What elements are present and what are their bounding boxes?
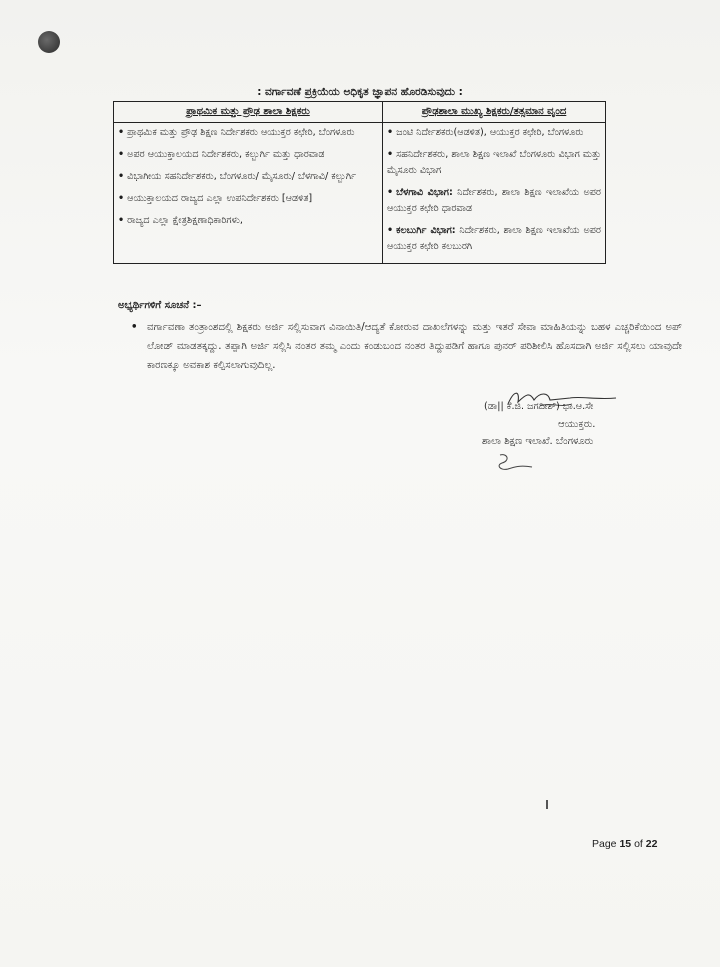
item-text: ನಿರ್ದೇಶಕರು, ಶಾಲಾ ಶಿಕ್ಷಣ ಇಲಾಖೆಯ ಅಪರ ಆಯುಕ್ತರ ಕಛೇರಿ ಧಾರವಾಡ: [387, 187, 602, 214]
page-number: [592, 838, 657, 850]
bullet: •: [118, 171, 125, 182]
bullet: •: [118, 193, 125, 204]
bullet: •: [387, 187, 394, 198]
bullet: •: [387, 127, 394, 138]
right-column-cell: [383, 123, 606, 264]
signatory-name: (ಡಾ|| ಕೆ.ಜಿ. ಜಗದೀಶ್) ಭಾ.ಆ.ಸೇ: [484, 401, 594, 412]
list-item: [387, 223, 601, 255]
note-text: ವರ್ಗಾವಣಾ ತಂತ್ರಾಂಶದಲ್ಲಿ ಶಿಕ್ಷಕರು ಅರ್ಜಿ ಸಲ್ಲಿಸುವಾಗ ವಿನಾಯಿತಿ/ಆದ್ಯತೆ ಕೋರುವ ದಾಖಲೆಗಳನ್ನು ಮತ್ತು ಇತರೆ ಸೇವಾ ಮಾಹಿತಿಯನ್ನು ಬಹಳ ಎಚ್ಚರಿಕೆಯಿಂದ ಅಪ್ ಲೋಡ್ ಮಾಡತಕ್ಕದ್ದು. ತಪ್ಪಾಗಿ ಅರ್ಜಿ ಸಲ್ಲಿಸಿ ನಂತರ ತಮ್ಮ ಎಂದು ಕಂಡುಬಂದ ನಂತರ ತಿದ್ದುಪಡಿಗೆ ಹಾಗೂ ಪುನರ್ ಪರಿಶೀಲಿಸಿ ಹೊಸದಾಗಿ ಅರ್ಜಿ ಸಲ್ಲಿಸಲು ಯಾವುದೇ ಕಾರಣಕ್ಕೂ ಅವಕಾಶ ಕಲ್ಪಿಸಲಾಗುವುದಿಲ್ಲ.: [147, 322, 682, 371]
item-text: ಪ್ರಾಥಮಿಕ ಮತ್ತು ಪ್ರೌಢ ಶಿಕ್ಷಣ ನಿರ್ದೇಶಕರು ಆಯುಕ್ತರ ಕಛೇರಿ, ಬೆಂಗಳೂರು: [127, 127, 355, 138]
left-column-cell: [114, 123, 383, 264]
bullet: •: [118, 215, 125, 226]
list-item: [118, 125, 378, 141]
division-label: ಕಲಬುರ್ಗಿ ವಿಭಾಗ:: [396, 225, 456, 236]
item-text: ಸಹನಿರ್ದೇಶಕರು, ಶಾಲಾ ಶಿಕ್ಷಣ ಇಲಾಖೆ ಬೆಂಗಳೂರು ವಿಭಾಗ ಮತ್ತು ಮೈಸೂರು ವಿಭಾಗ: [387, 149, 601, 176]
list-item: [118, 147, 378, 163]
page-label: Page: [592, 838, 617, 850]
item-text: ಜಂಟಿ ನಿರ್ದೇಶಕರು(ಆಡಳಿತ), ಆಯುಕ್ತರ ಕಛೇರಿ, ಬೆಂಗಳೂರು: [396, 127, 584, 138]
right-column-header: ಪ್ರೌಢಶಾಲಾ ಮುಖ್ಯ ಶಿಕ್ಷಕರು/ತತ್ಸಮಾನ ವೃಂದ: [383, 102, 606, 123]
notes-heading: ಅಭ್ಯರ್ಥಿಗಳಿಗೆ ಸೂಚನೆ :–: [118, 300, 202, 311]
section-heading: : ವರ್ಗಾವಣೆ ಪ್ರಕ್ರಿಯೆಯ ಅಧಿಕೃತ ಜ್ಞಾಪನ ಹೊರಡಿಸುವುದು :: [257, 86, 463, 98]
list-item: [387, 147, 601, 179]
item-text: ರಾಜ್ಯದ ಎಲ್ಲಾ ಕ್ಷೇತ್ರಶಿಕ್ಷಣಾಧಿಕಾರಿಗಳು,: [127, 215, 243, 226]
list-item: [118, 213, 378, 229]
list-item: [387, 185, 601, 217]
bullet: •: [387, 225, 394, 236]
list-item: [118, 169, 378, 185]
bullet: •: [131, 322, 138, 333]
item-text: ಆಯುಕ್ತಾಲಯದ ರಾಜ್ಯದ ಎಲ್ಲಾ ಉಪನಿರ್ದೇಶಕರು [ಆಡಳಿತ]: [127, 193, 313, 204]
bullet: •: [387, 149, 394, 160]
list-item: [387, 125, 601, 141]
bullet: •: [118, 127, 125, 138]
left-column-header: ಪ್ರಾಥಮಿಕ ಮತ್ತು ಪ್ರೌಢ ಶಾಲಾ ಶಿಕ್ಷಕರು: [114, 102, 383, 123]
item-text: ನಿರ್ದೇಶಕರು, ಶಾಲಾ ಶಿಕ್ಷಣ ಇಲಾಖೆಯ ಅಪರ ಆಯುಕ್ತರ ಕಛೇರಿ ಕಲಬುರಗಿ: [387, 225, 602, 252]
division-label: ಬೆಳಗಾವಿ ವಿಭಾಗ:: [396, 187, 453, 198]
scan-mark: [546, 800, 548, 809]
item-text: ಅಪರ ಆಯುಕ್ತಾಲಯದ ನಿರ್ದೇಶಕರು, ಕಲ್ಬುರ್ಗಿ ಮತ್ತು ಧಾರವಾಡ: [127, 149, 325, 160]
page-total: 22: [645, 838, 658, 850]
bullet: •: [118, 149, 125, 160]
list-item: [118, 191, 378, 207]
note-paragraph: [131, 318, 682, 375]
page-of: of: [634, 838, 643, 850]
page-current: 15: [619, 838, 632, 850]
signatory-designation: ಆಯುಕ್ತರು.: [558, 419, 596, 430]
punch-hole: [38, 31, 60, 53]
item-text: ವಿಭಾಗೀಯ ಸಹನಿರ್ದೇಶಕರು, ಬೆಂಗಳೂರು/ ಮೈಸೂರು/ ಬೆಳಗಾವಿ/ ಕಲ್ಬುರ್ಗಿ: [127, 171, 357, 182]
initial-scribble: [494, 451, 536, 473]
issuing-authority-table: [113, 101, 606, 264]
signatory-office: ಶಾಲಾ ಶಿಕ್ಷಣ ಇಲಾಖೆ. ಬೆಂಗಳೂರು: [482, 436, 594, 447]
